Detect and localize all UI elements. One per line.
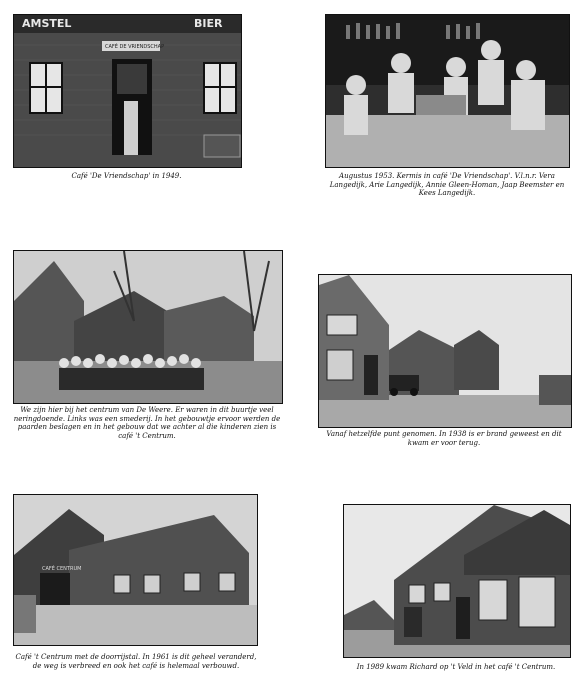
photo-richard-1989 xyxy=(343,504,571,658)
caption-centrum-doorrijstal: Café 't Centrum met de doorrijstal. In 1961 is dit geheel veranderd, de weg is verbreed en ook het café is helemaal verbouwd. xyxy=(15,653,257,670)
photo-same-point-image xyxy=(319,275,571,427)
vriendschap-sign: CAFÉ DE VRIENDSCHAP xyxy=(105,44,165,50)
photo-kermis-1953 xyxy=(325,14,570,168)
photo-kermis-1953-image xyxy=(326,15,569,167)
caption-kermis-1953: Augustus 1953. Kermis in café 'De Vriendschap'. V.l.n.r. Vera Langedijk, Arie Langedijk, Annie Gleen-Homan, Jaap Beemster en Kees Langedijk. xyxy=(329,172,565,198)
caption-centrum-weere: We zijn hier bij het centrum van De Weere. Er waren in dit buurtje veel neringdoende. Links was een smederij. In het gebouwtje ervoor werden de paarden beslagen en in het gebouw dat we achter al die kinderen zien is café 't Centrum. xyxy=(13,406,281,440)
photo-cafe-1949 xyxy=(13,14,242,168)
photo-same-point xyxy=(318,274,572,428)
doorrijstal-sign: CAFÉ CENTRUM xyxy=(42,566,82,572)
photo-cafe-1949-image xyxy=(14,15,241,167)
caption-richard-1989: In 1989 kwam Richard op 't Veld in het café 't Centrum. xyxy=(356,663,556,671)
amstel-sign: AMSTEL xyxy=(22,17,72,30)
photo-richard-1989-image xyxy=(344,505,570,657)
caption-cafe-1949: Café 'De Vriendschap' in 1949. xyxy=(71,172,182,180)
bier-sign: BIER xyxy=(194,17,223,30)
caption-same-point: Vanaf hetzelfde punt genomen. In 1938 is er brand geweest en dit kwam er voor terug. xyxy=(326,430,562,447)
photo-centrum-weere-image xyxy=(14,251,282,403)
photo-centrum-doorrijstal xyxy=(13,494,258,646)
photo-centrum-doorrijstal-image xyxy=(14,495,257,645)
photo-centrum-weere xyxy=(13,250,283,404)
